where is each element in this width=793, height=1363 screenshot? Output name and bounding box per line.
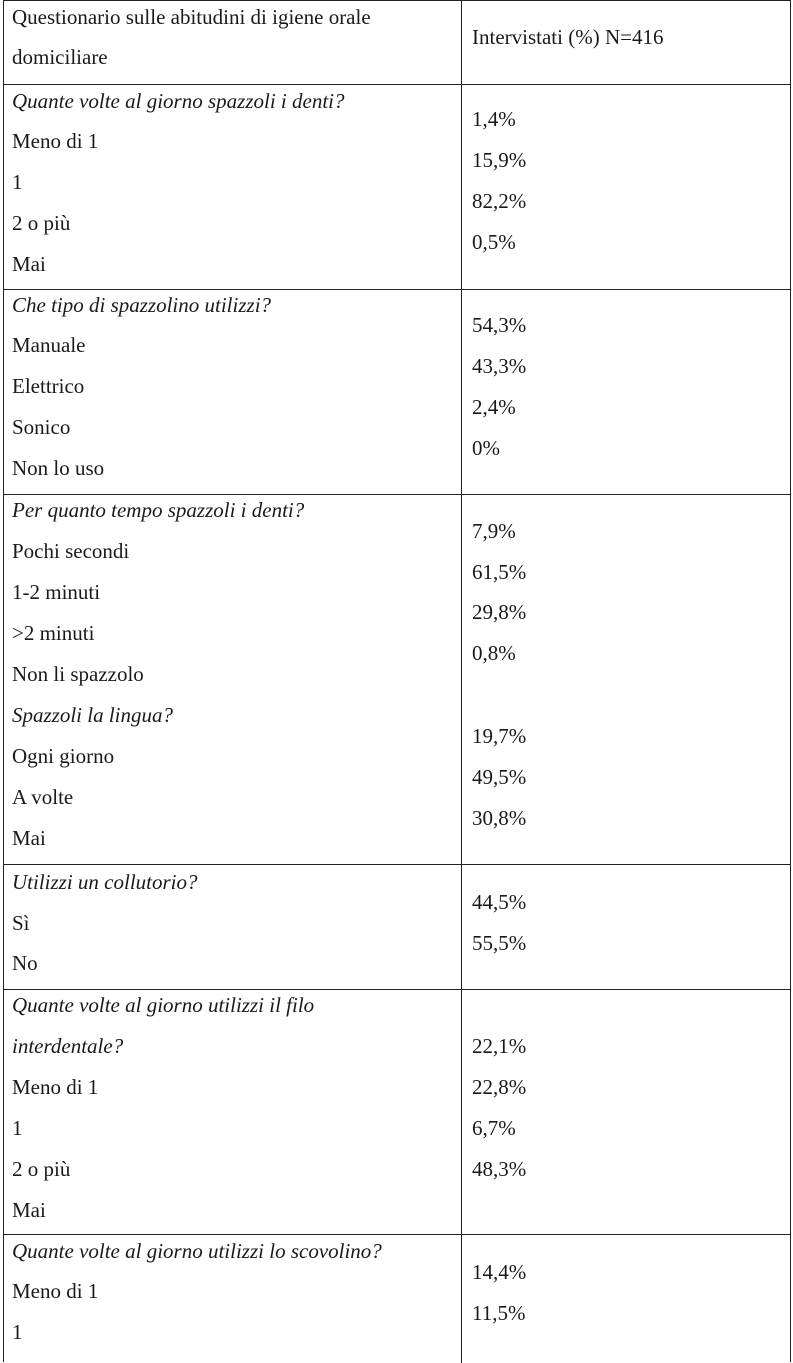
percent-value: 22,1% bbox=[472, 1034, 527, 1058]
column-divider bbox=[461, 85, 462, 289]
option-text: Mai bbox=[12, 1198, 46, 1222]
percent-value: 19,7% bbox=[472, 724, 527, 748]
header-col1-line1: Questionario sulle abitudini di igiene orale bbox=[12, 5, 371, 29]
percent-value: 0,8% bbox=[472, 641, 516, 665]
option-text: Meno di 1 bbox=[12, 1075, 99, 1099]
percent-value: 15,9% bbox=[472, 148, 527, 172]
percent-value: 7,9% bbox=[472, 519, 516, 543]
option-text: 2 o più bbox=[12, 211, 71, 235]
question-text: Quante volte al giorno spazzoli i denti? bbox=[12, 89, 345, 113]
percent-value: 49,5% bbox=[472, 765, 527, 789]
option-text: >2 minuti bbox=[12, 621, 95, 645]
question-text: Utilizzi un collutorio? bbox=[12, 870, 198, 894]
option-text: Meno di 1 bbox=[12, 1279, 99, 1303]
percent-value: 11,5% bbox=[472, 1301, 526, 1325]
percent-value: 61,5% bbox=[472, 560, 527, 584]
header-col1-line2: domiciliare bbox=[12, 45, 108, 69]
percent-value: 22,8% bbox=[472, 1075, 527, 1099]
percent-value: 2,4% bbox=[472, 395, 516, 419]
question-text-line2: interdentale? bbox=[12, 1034, 124, 1058]
option-text: Sì bbox=[12, 911, 30, 935]
question-text-line1: Quante volte al giorno utilizzi il filo bbox=[12, 993, 315, 1017]
option-text: Manuale bbox=[12, 333, 86, 357]
header-col2: Intervistati (%) N=416 bbox=[472, 25, 664, 49]
question-text: Quante volte al giorno utilizzi lo scovolino? bbox=[12, 1239, 382, 1263]
percent-value: 44,5% bbox=[472, 890, 527, 914]
option-text: Mai bbox=[12, 252, 46, 276]
table-row bbox=[4, 865, 790, 990]
option-text: Meno di 1 bbox=[12, 129, 99, 153]
column-divider bbox=[461, 990, 462, 1234]
table-row bbox=[4, 990, 790, 1235]
percent-value: 14,4% bbox=[472, 1260, 527, 1284]
percent-value: 6,7% bbox=[472, 1116, 516, 1140]
option-text: Elettrico bbox=[12, 374, 85, 398]
option-text: No bbox=[12, 951, 38, 975]
question-text: Spazzoli la lingua? bbox=[12, 703, 174, 727]
option-text: 2 o più bbox=[12, 1157, 71, 1181]
percent-value: 43,3% bbox=[472, 354, 527, 378]
option-text: Non lo uso bbox=[12, 456, 105, 480]
percent-value: 55,5% bbox=[472, 931, 527, 955]
column-divider bbox=[461, 290, 462, 494]
percent-value: 82,2% bbox=[472, 189, 527, 213]
table-row bbox=[4, 290, 790, 495]
table-header-row bbox=[4, 1, 790, 85]
table-row bbox=[4, 85, 790, 290]
percent-value: 29,8% bbox=[472, 600, 527, 624]
percent-value: 0% bbox=[472, 436, 500, 460]
percent-value: 48,3% bbox=[472, 1157, 527, 1181]
option-text: 1 bbox=[12, 1320, 23, 1344]
percent-value: 54,3% bbox=[472, 313, 527, 337]
percent-value: 1,4% bbox=[472, 107, 516, 131]
table-row bbox=[4, 1235, 790, 1363]
column-divider bbox=[461, 495, 462, 864]
hygiene-questionnaire-table bbox=[3, 0, 791, 1362]
percent-value: 0,5% bbox=[472, 230, 516, 254]
option-text: Pochi secondi bbox=[12, 539, 130, 563]
option-text: A volte bbox=[12, 785, 74, 809]
option-text: Ogni giorno bbox=[12, 744, 115, 768]
option-text: Non li spazzolo bbox=[12, 662, 144, 686]
option-text: Mai bbox=[12, 826, 46, 850]
option-text: 1-2 minuti bbox=[12, 580, 101, 604]
percent-value: 30,8% bbox=[472, 806, 527, 830]
column-divider bbox=[461, 865, 462, 989]
column-divider bbox=[461, 1, 462, 84]
table-row bbox=[4, 495, 790, 865]
question-text: Che tipo di spazzolino utilizzi? bbox=[12, 293, 272, 317]
option-text: Sonico bbox=[12, 415, 71, 439]
question-text: Per quanto tempo spazzoli i denti? bbox=[12, 498, 305, 522]
column-divider bbox=[461, 1235, 462, 1363]
option-text: 1 bbox=[12, 170, 23, 194]
option-text: 1 bbox=[12, 1116, 23, 1140]
